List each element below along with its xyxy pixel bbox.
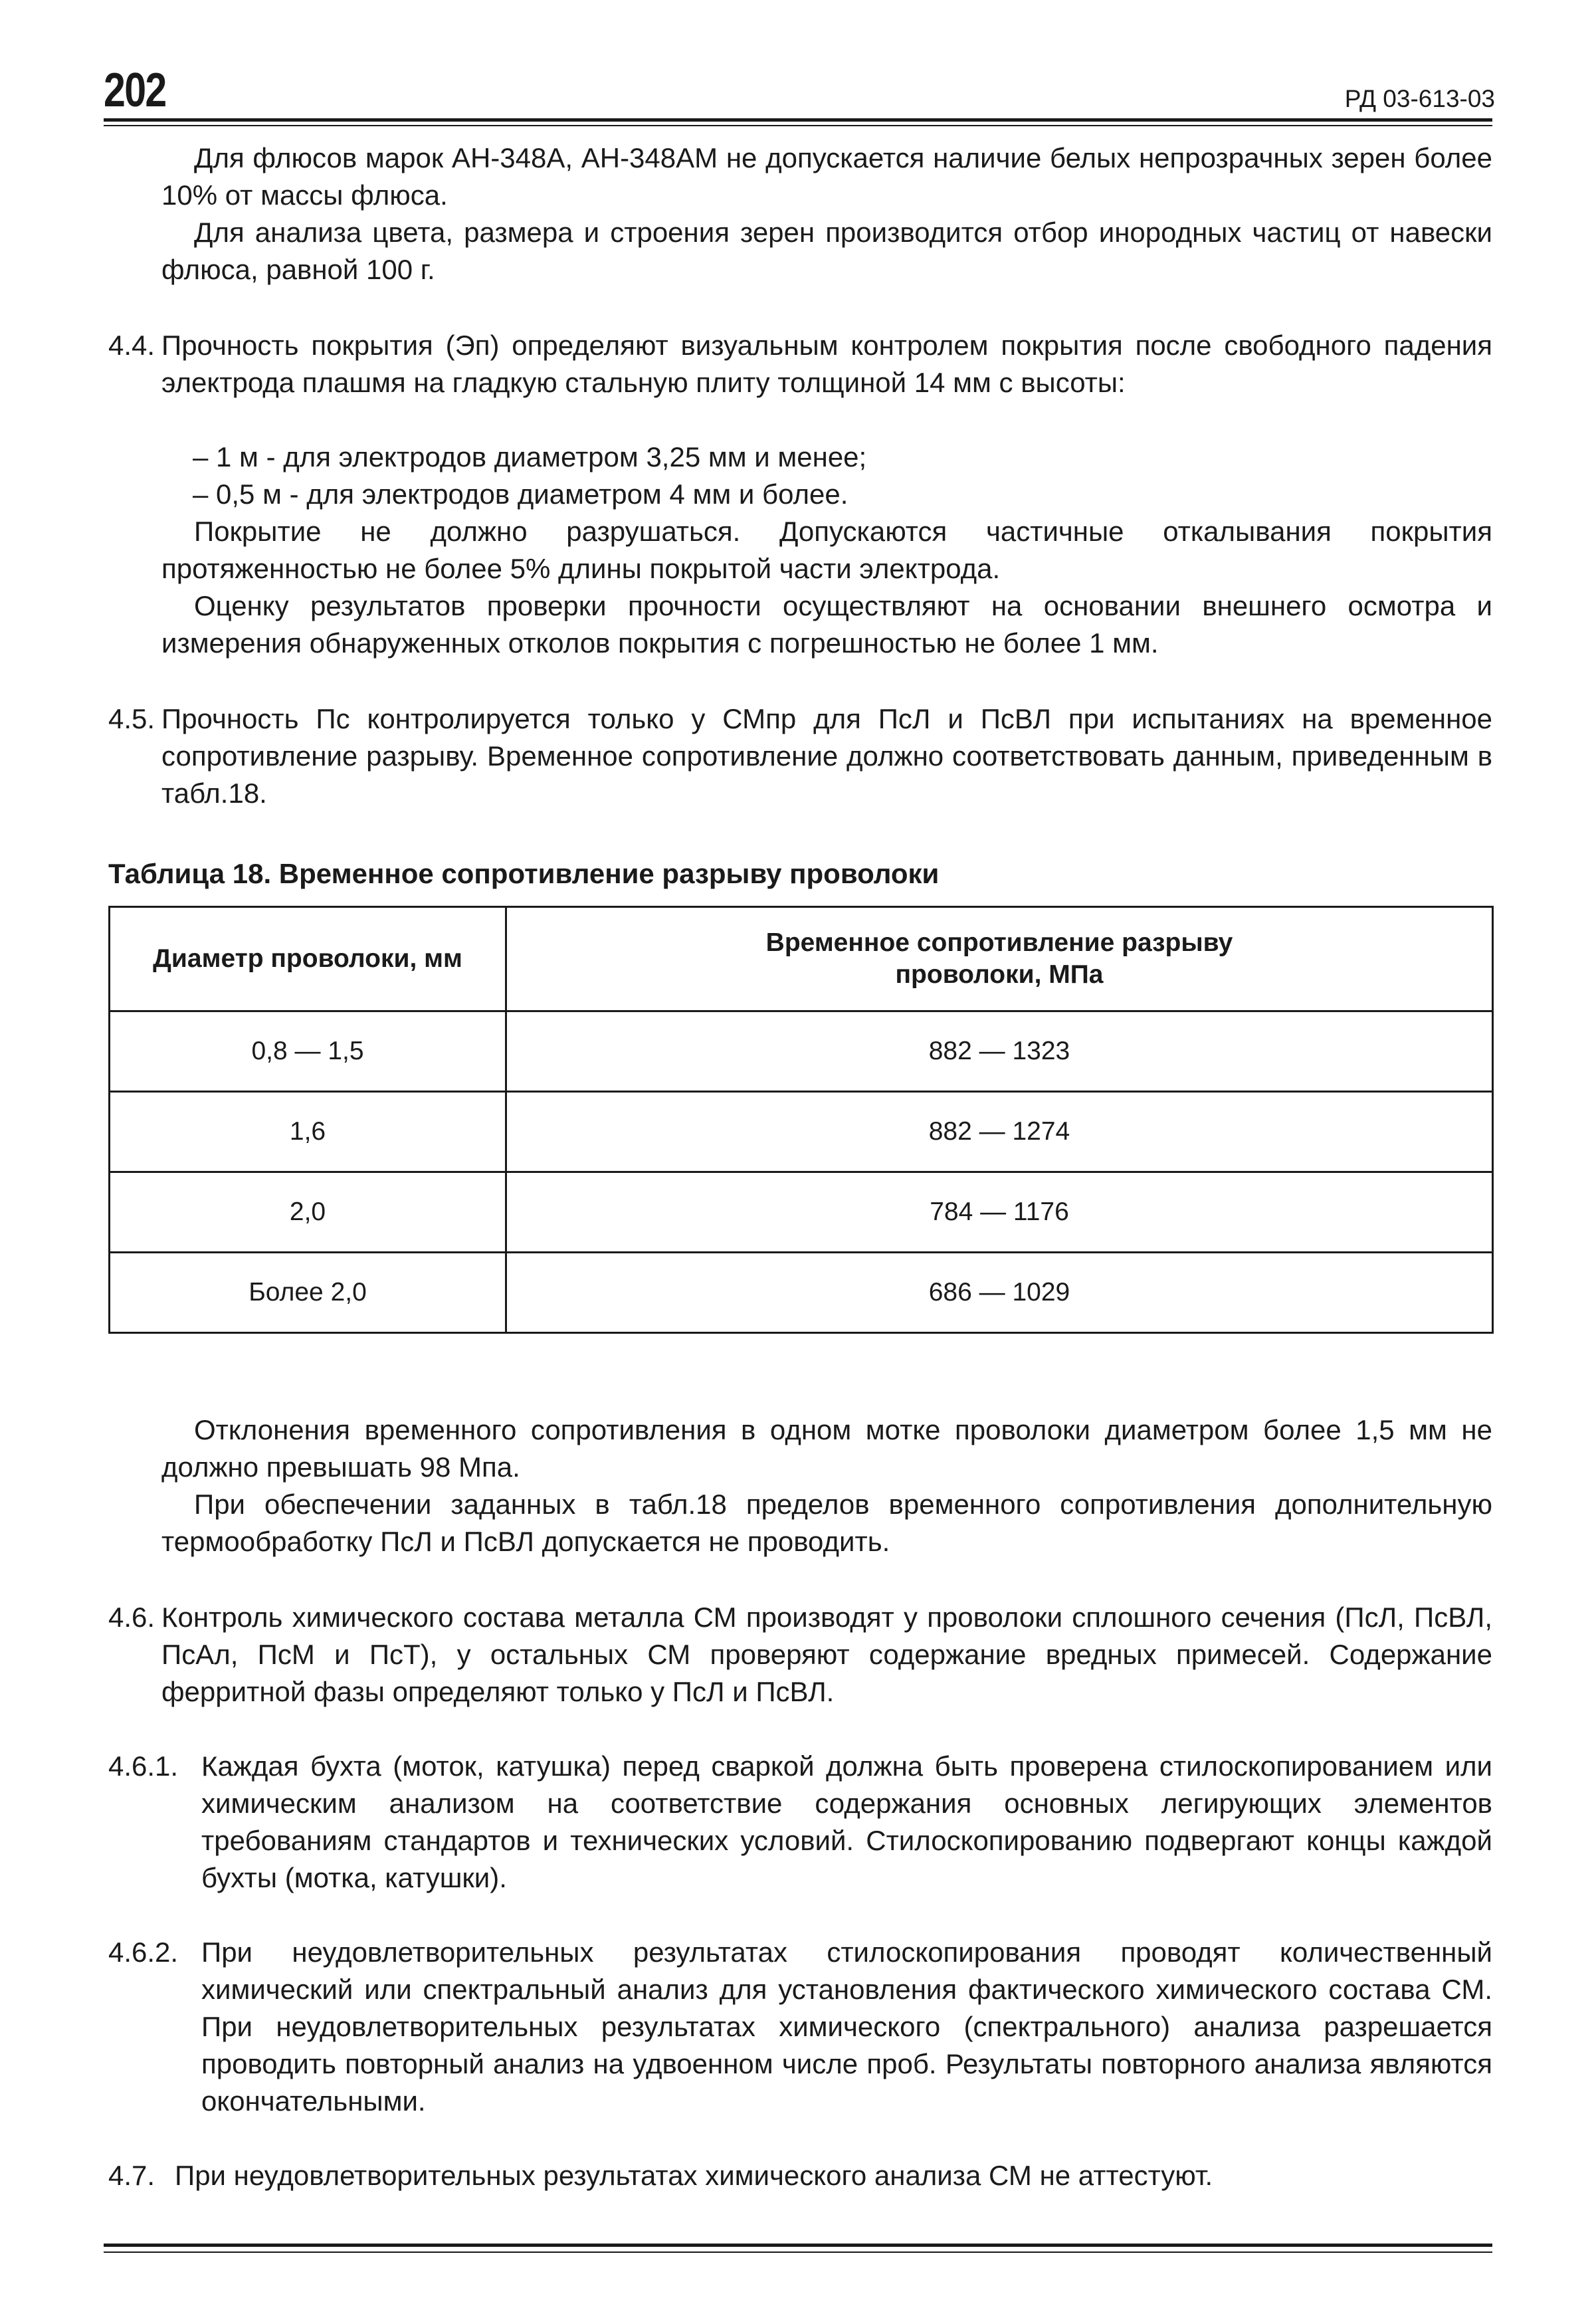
section-4-6-1 <box>108 1748 1492 1897</box>
list-item-dash-1: – 1 м - для электродов диаметром 3,25 мм и менее; <box>193 441 867 472</box>
section-number: 4.6.1. <box>108 1750 179 1782</box>
cell-diameter: 1,6 <box>110 1092 506 1172</box>
cell-strength: 882 — 1323 <box>506 1011 1493 1092</box>
section-number: 4.5. <box>108 703 155 734</box>
section-4-6-2 <box>108 1934 1492 2120</box>
section-4-6 <box>108 1599 1492 1711</box>
footer-rule-thin <box>104 2251 1492 2253</box>
table-row <box>110 1253 1493 1333</box>
column-header-strength-text: Временное сопротивление разрыву проволоки, МПа <box>765 928 1233 989</box>
paragraph-coating-assessment: Оценку результатов проверки прочности осуществляют на основании внешнего осмотра и измерения обнаруженных отколов покрытия с погрешностью не более 1 мм. <box>161 590 1492 659</box>
section-text <box>108 1748 1492 1897</box>
table-row <box>110 1011 1493 1092</box>
section-text <box>108 1599 1492 1711</box>
table-row <box>110 1092 1493 1172</box>
section-4-6-text: Контроль химического состава металла СМ производят у проволоки сплошного сечения (ПсЛ, ПсВЛ, ПсАл, ПсМ и ПсТ), у остальных СМ проверяют содержание вредных примесей. Содержание ферритной фазы определяют только у ПсЛ и ПсВЛ. <box>161 1602 1492 1707</box>
section-4-4 <box>108 327 1492 401</box>
strength-table <box>108 906 1494 1334</box>
section-4-6-2-text: При неудовлетворительных результатах стилоскопирования проводят количественный химический или спектральный анализ для установления фактического химического состава СМ. При неудовлетворительных результатах химического (спектрального) анализа разрешается проводить повторный анализ на удвоенном числе проб. Результаты повторного анализа являются окончательными. <box>201 1936 1492 2117</box>
section-text <box>108 2157 1492 2194</box>
cell-diameter: 2,0 <box>110 1172 506 1253</box>
document-code: РД 03-613-03 <box>1344 85 1495 112</box>
header-rule-thin <box>104 125 1492 126</box>
column-header-diameter-text: Диаметр проволоки, мм <box>153 944 462 973</box>
column-header-diameter <box>110 907 506 1011</box>
paragraph-flux-analysis: Для анализа цвета, размера и строения зерен производится отбор инородных частиц от навески флюса, равной 100 г. <box>161 217 1492 285</box>
section-4-5-text: Прочность Пс контролируется только у СМпр для ПсЛ и ПсВЛ при испытаниях на временное сопротивление разрыву. Временное сопротивление должно соответствовать данным, приведенным в табл.18. <box>161 703 1492 809</box>
page-number: 202 <box>104 64 166 117</box>
section-number: 4.7. <box>108 2160 155 2191</box>
cell-strength: 784 — 1176 <box>506 1172 1493 1253</box>
table-title: Таблица 18. Временное сопротивление разрыву проволоки <box>108 858 940 889</box>
paragraph-flux-grains: Для флюсов марок АН-348А, АН-348АМ не допускается наличие белых непрозрачных зерен более 10% от массы флюса. <box>161 142 1492 211</box>
section-text <box>108 1934 1492 2120</box>
section-number: 4.6.2. <box>108 1936 179 1968</box>
cell-diameter: Более 2,0 <box>110 1253 506 1333</box>
section-4-6-1-text: Каждая бухта (моток, катушка) перед сваркой должна быть проверена стилоскопированием или химическим анализом на соответствие содержания основных легирующих элементов требованиям стандартов и технических условий. Стилоскопированию подвергают концы каждой бухты (мотка, катушки). <box>201 1750 1492 1893</box>
section-number: 4.4. <box>108 330 155 361</box>
table-row <box>110 1172 1493 1253</box>
section-text <box>108 700 1492 812</box>
section-4-7 <box>108 2157 1492 2194</box>
paragraph-deviation: Отклонения временного сопротивления в одном мотке проволоки диаметром более 1,5 мм не должно превышать 98 Мпа. <box>161 1414 1492 1483</box>
section-4-4-text: Прочность покрытия (Эп) определяют визуальным контролем покрытия после свободного падения электрода плашмя на гладкую стальную плиту толщиной 14 мм с высоты: <box>161 330 1492 398</box>
section-number: 4.6. <box>108 1602 155 1633</box>
table-header-row <box>110 907 1493 1011</box>
paragraph-coating-result: Покрытие не должно разрушаться. Допускаются частичные откалывания покрытия протяженностью не более 5% длины покрытой части электрода. <box>161 516 1492 584</box>
cell-strength: 686 — 1029 <box>506 1253 1493 1333</box>
footer-rule <box>104 2244 1492 2247</box>
section-text <box>108 327 1492 401</box>
cell-diameter: 0,8 — 1,5 <box>110 1011 506 1092</box>
paragraph-heat-treatment: При обеспечении заданных в табл.18 пределов временного сопротивления дополнительную термообработку ПсЛ и ПсВЛ допускается не проводить. <box>161 1489 1492 1557</box>
cell-strength: 882 — 1274 <box>506 1092 1493 1172</box>
section-4-7-text: При неудовлетворительных результатах химического анализа СМ не аттестуют. <box>175 2160 1213 2191</box>
list-item-dash-2: – 0,5 м - для электродов диаметром 4 мм и более. <box>193 478 848 510</box>
header-rule <box>104 118 1492 122</box>
section-4-5 <box>108 700 1492 812</box>
column-header-strength <box>506 907 1493 1011</box>
